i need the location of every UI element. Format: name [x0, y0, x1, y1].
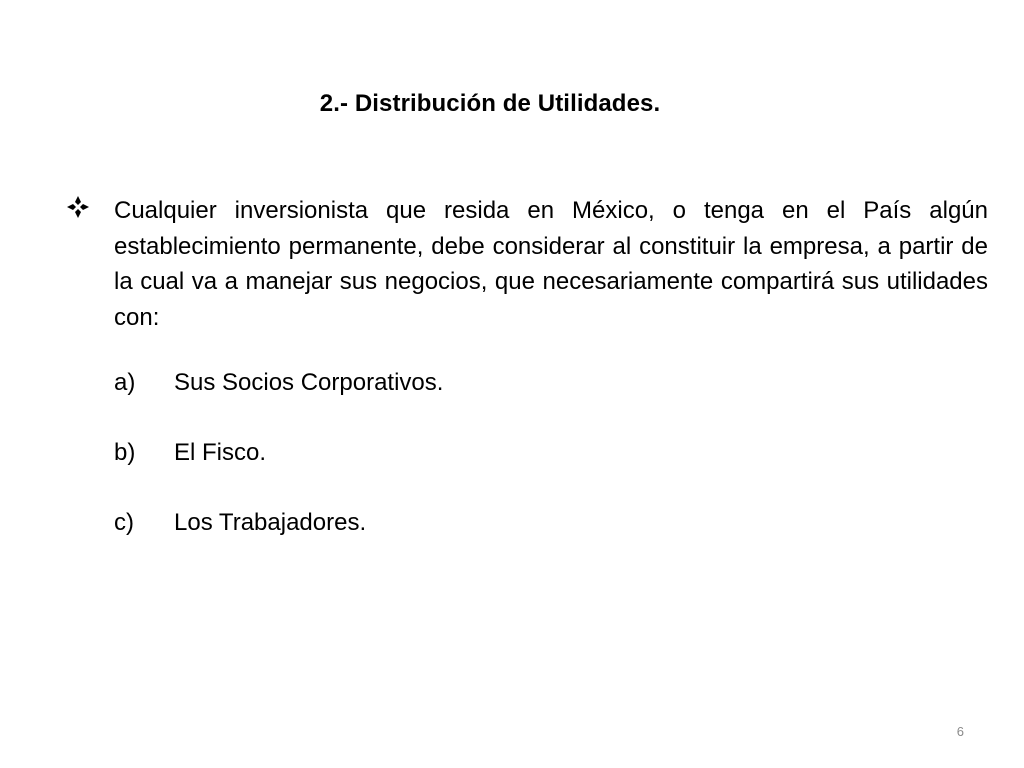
list-label: El Fisco. — [174, 439, 267, 466]
list-item — [114, 505, 914, 575]
list-item — [114, 365, 914, 435]
list-label: Los Trabajadores. — [174, 509, 367, 536]
bullet-text: Cualquier inversionista que resida en México, o tenga en el País algún establecimiento permanente, debe considerar al constituir la empresa, a partir de la cual va a manejar sus negocios, que necesariamente compartirá sus utilidades con: — [114, 197, 988, 331]
page-number: 6 — [956, 724, 964, 739]
list-marker: c) — [114, 509, 134, 536]
slide-title: 2.- Distribución de Utilidades. — [319, 90, 661, 117]
list-marker: a) — [114, 369, 136, 396]
diamond-bullet-icon — [66, 195, 90, 219]
list-label: Sus Socios Corporativos. — [174, 369, 444, 396]
list-marker: b) — [114, 439, 136, 466]
utilities-list — [114, 365, 914, 575]
list-item — [114, 435, 914, 505]
